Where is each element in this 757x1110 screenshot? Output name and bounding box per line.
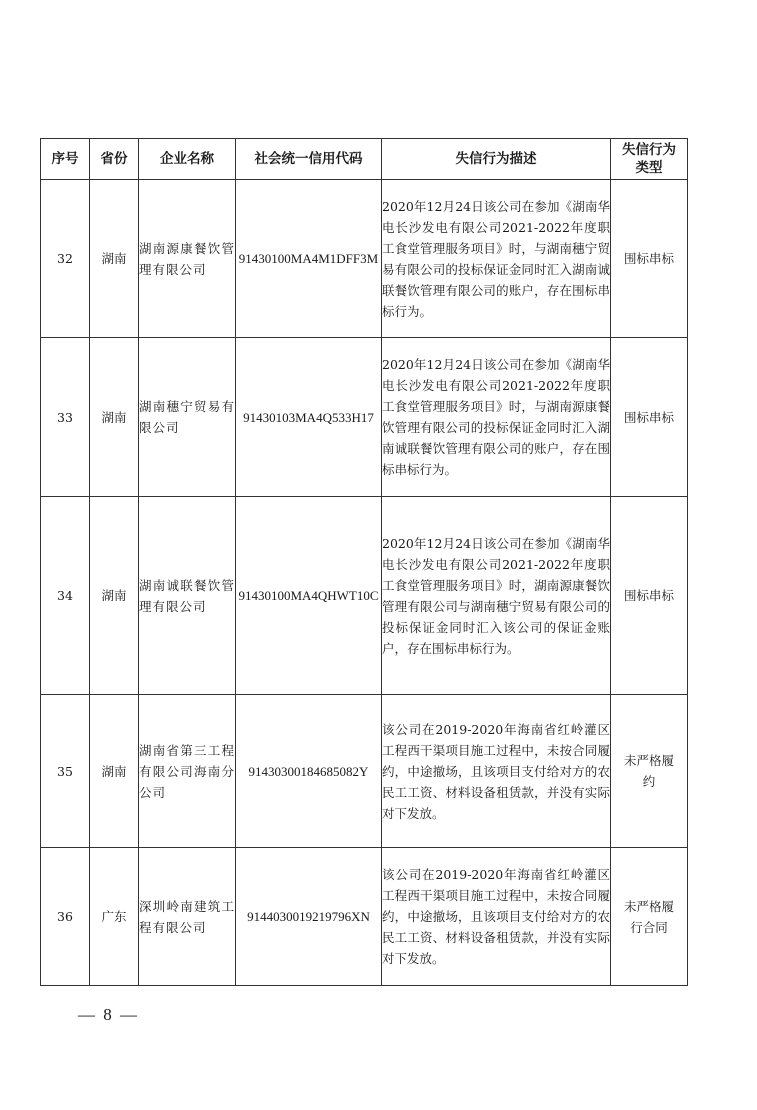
row-no: 35 <box>41 695 90 848</box>
row-company: 深圳岭南建筑工程有限公司 <box>139 848 236 986</box>
header-no: 序号 <box>41 139 90 180</box>
table-row <box>41 848 688 986</box>
row-type: 围标串标 <box>611 497 688 695</box>
header-credit-code: 社会统一信用代码 <box>236 139 382 180</box>
header-province: 省份 <box>90 139 139 180</box>
row-province: 湖南 <box>90 497 139 695</box>
row-description: 该公司在2019-2020年海南省红岭灌区工程西干渠项目施工过程中，未按合同履约，中途撤场，且该项目支付给对方的农民工工资、材料设备租赁款，并没有实际对下发放。 <box>382 848 611 986</box>
row-no: 36 <box>41 848 90 986</box>
row-no: 34 <box>41 497 90 695</box>
row-no: 33 <box>41 338 90 497</box>
header-company: 企业名称 <box>139 139 236 180</box>
row-credit-code: 91430100MA4M1DFF3M <box>236 180 382 338</box>
row-province: 湖南 <box>90 338 139 497</box>
header-description: 失信行为描述 <box>382 139 611 180</box>
row-province: 湖南 <box>90 180 139 338</box>
row-company: 湖南诚联餐饮管理有限公司 <box>139 497 236 695</box>
row-description: 2020年12月24日该公司在参加《湖南华电长沙发电有限公司2021-2022年度职工食堂管理服务项目》时，湖南源康餐饮管理有限公司与湖南穗宁贸易有限公司的投标保证金同时汇入该公司的保证金账户，存在围标串标行为。 <box>382 497 611 695</box>
row-credit-code: 91430300184685082Y <box>236 695 382 848</box>
header-type: 失信行为类型 <box>611 139 688 180</box>
page-number: — 8 — <box>78 1005 139 1024</box>
row-description: 该公司在2019-2020年海南省红岭灌区工程西干渠项目施工过程中，未按合同履约，中途撤场，且该项目支付给对方的农民工工资、材料设备租赁款，并没有实际对下发放。 <box>382 695 611 848</box>
dishonest-enterprises-table <box>40 138 688 986</box>
row-company: 湖南穗宁贸易有限公司 <box>139 338 236 497</box>
table-row <box>41 180 688 338</box>
row-type: 未严格履约 <box>611 695 688 848</box>
row-credit-code: 91430100MA4QHWT10C <box>236 497 382 695</box>
row-province: 广东 <box>90 848 139 986</box>
table-row <box>41 695 688 848</box>
row-province: 湖南 <box>90 695 139 848</box>
table-header-row <box>41 139 688 180</box>
table-row <box>41 497 688 695</box>
row-type: 围标串标 <box>611 338 688 497</box>
row-no: 32 <box>41 180 90 338</box>
row-type: 未严格履行合同 <box>611 848 688 986</box>
row-description: 2020年12月24日该公司在参加《湖南华电长沙发电有限公司2021-2022年度职工食堂管理服务项目》时，与湖南源康餐饮管理有限公司的投标保证金同时汇入湖南诚联餐饮管理有限公司的账户，存在围标串标行为。 <box>382 338 611 497</box>
row-company: 湖南省第三工程有限公司海南分公司 <box>139 695 236 848</box>
row-credit-code: 9144030019219796XN <box>236 848 382 986</box>
row-type: 围标串标 <box>611 180 688 338</box>
row-description: 2020年12月24日该公司在参加《湖南华电长沙发电有限公司2021-2022年度职工食堂管理服务项目》时，与湖南穗宁贸易有限公司的投标保证金同时汇入湖南诚联餐饮管理有限公司的账户，存在围标串标行为。 <box>382 180 611 338</box>
table-row <box>41 338 688 497</box>
row-credit-code: 91430103MA4Q533H17 <box>236 338 382 497</box>
row-company: 湖南源康餐饮管理有限公司 <box>139 180 236 338</box>
